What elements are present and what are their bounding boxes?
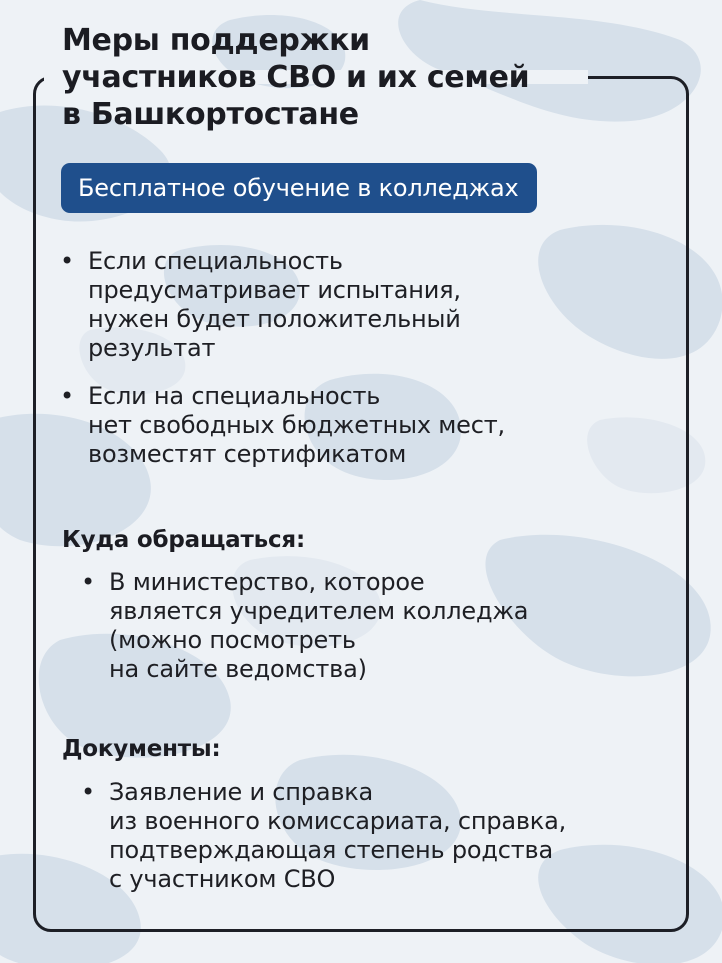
list-item-line: возместят сертификатом: [88, 440, 407, 468]
list-item: [81, 778, 567, 894]
bullet-icon: •: [60, 382, 74, 410]
list-item-line: Если специальность: [88, 247, 343, 275]
title-line: Меры поддержки: [62, 23, 370, 58]
list-item-line: результат: [88, 334, 216, 362]
list-item-line: на сайте ведомства): [109, 655, 367, 683]
list-item: [60, 247, 505, 363]
page-title: [62, 22, 529, 133]
list-item-line: Если на специальность: [88, 382, 381, 410]
list-item-line: с участником СВО: [109, 865, 336, 893]
list-item-line: является учредителем колледжа: [109, 597, 529, 625]
list-item-line: (можно посмотреть: [109, 626, 356, 654]
list-item: [60, 382, 505, 469]
topic-badge: Бесплатное обучение в колледжах: [61, 163, 537, 213]
list-item-line: Заявление и справка: [109, 778, 374, 806]
list-item-line: В министерство, которое: [109, 568, 425, 596]
where-heading: Куда обращаться:: [62, 527, 305, 553]
list-item-line: нужен будет положительный: [88, 305, 461, 333]
list-item-line: подтверждающая степень родства: [109, 836, 554, 864]
documents-heading: Документы:: [62, 736, 221, 762]
title-line: участников СВО и их семей: [62, 60, 530, 95]
bullet-icon: •: [81, 568, 95, 596]
where-list: [81, 568, 529, 684]
list-item-line: нет свободных бюджетных мест,: [88, 411, 505, 439]
conditions-list: [60, 247, 505, 469]
list-item-line: из военного комиссариата, справка,: [109, 807, 567, 835]
title-line: в Башкортостане: [62, 97, 359, 132]
list-item-line: предусматривает испытания,: [88, 276, 461, 304]
documents-list: [81, 778, 567, 894]
list-item: [81, 568, 529, 684]
bullet-icon: •: [60, 247, 74, 275]
bullet-icon: •: [81, 778, 95, 806]
